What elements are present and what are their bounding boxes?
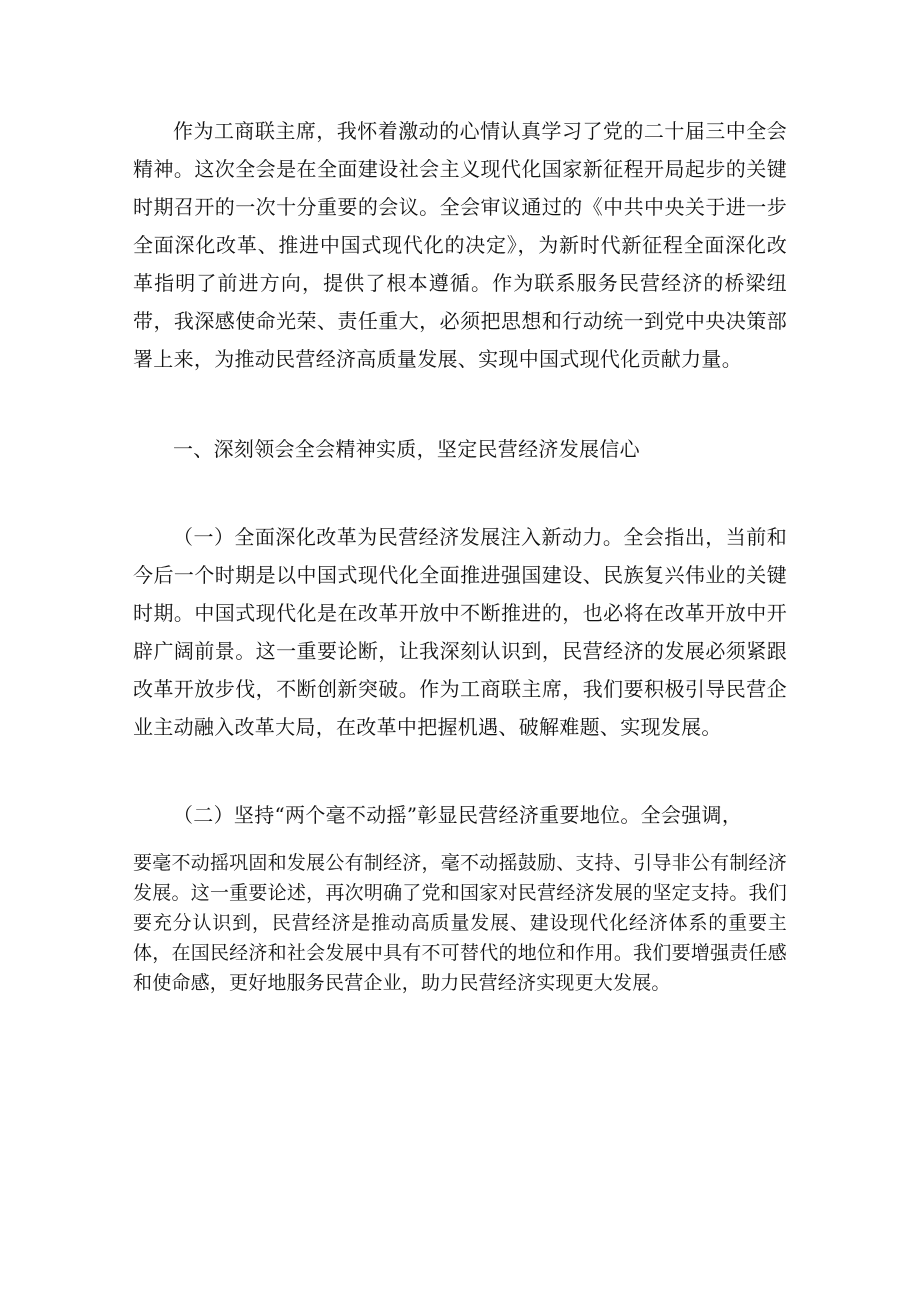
intro-paragraph: 作为工商联主席，我怀着激动的心情认真学习了党的二十届三中全会精神。这次全会是在全面建设社会主义现代化国家新征程开局起步的关键时期召开的一次十分重要的会议。全会审议通过的《中共中央关于进一步全面深化改革、推进中国式现代化的决定》，为新时代新征程全面深化改革指明了前进方向，提供了根本遵循。作为联系服务民营经济的桥梁纽带，我深感使命光荣、责任重大，必须把思想和行动统一到党中央决策部署上来，为推动民营经济高质量发展、实现中国式现代化贡献力量。 bbox=[133, 119, 787, 371]
subsection-1-paragraph: （一）全面深化改革为民营经济发展注入新动力。全会指出，当前和今后一个时期是以中国式现代化全面推进强国建设、民族复兴伟业的关键时期。中国式现代化是在改革开放中不断推进的，也必将在改革开放中开辟广阔前景。这一重要论断，让我深刻认识到，民营经济的发展必须紧跟改革开放步伐，不断创新突破。作为工商联主席，我们要积极引导民营企业主动融入改革大局，在改革中把握机遇、破解难题、实现发展。 bbox=[133, 525, 787, 739]
subsection-2-first-line: （二）坚持“两个毫不动摇”彰显民营经济重要地位。全会强调， bbox=[173, 803, 743, 827]
section-heading-1: 一、深刻领会全会精神实质，坚定民营经济发展信心 bbox=[173, 437, 640, 461]
subsection-2-paragraph: 要毫不动摇巩固和发展公有制经济，毫不动摇鼓励、支持、引导非公有制经济发展。这一重要论述，再次明确了党和国家对民营经济发展的坚定支持。我们要充分认识到，民营经济是推动高质量发展、建设现代化经济体系的重要主体，在国民经济和社会发展中具有不可替代的地位和作用。我们要增强责任感和使命感，更好地服务民营企业，助力民营经济实现更大发展。 bbox=[133, 852, 787, 994]
document-page bbox=[133, 112, 787, 998]
